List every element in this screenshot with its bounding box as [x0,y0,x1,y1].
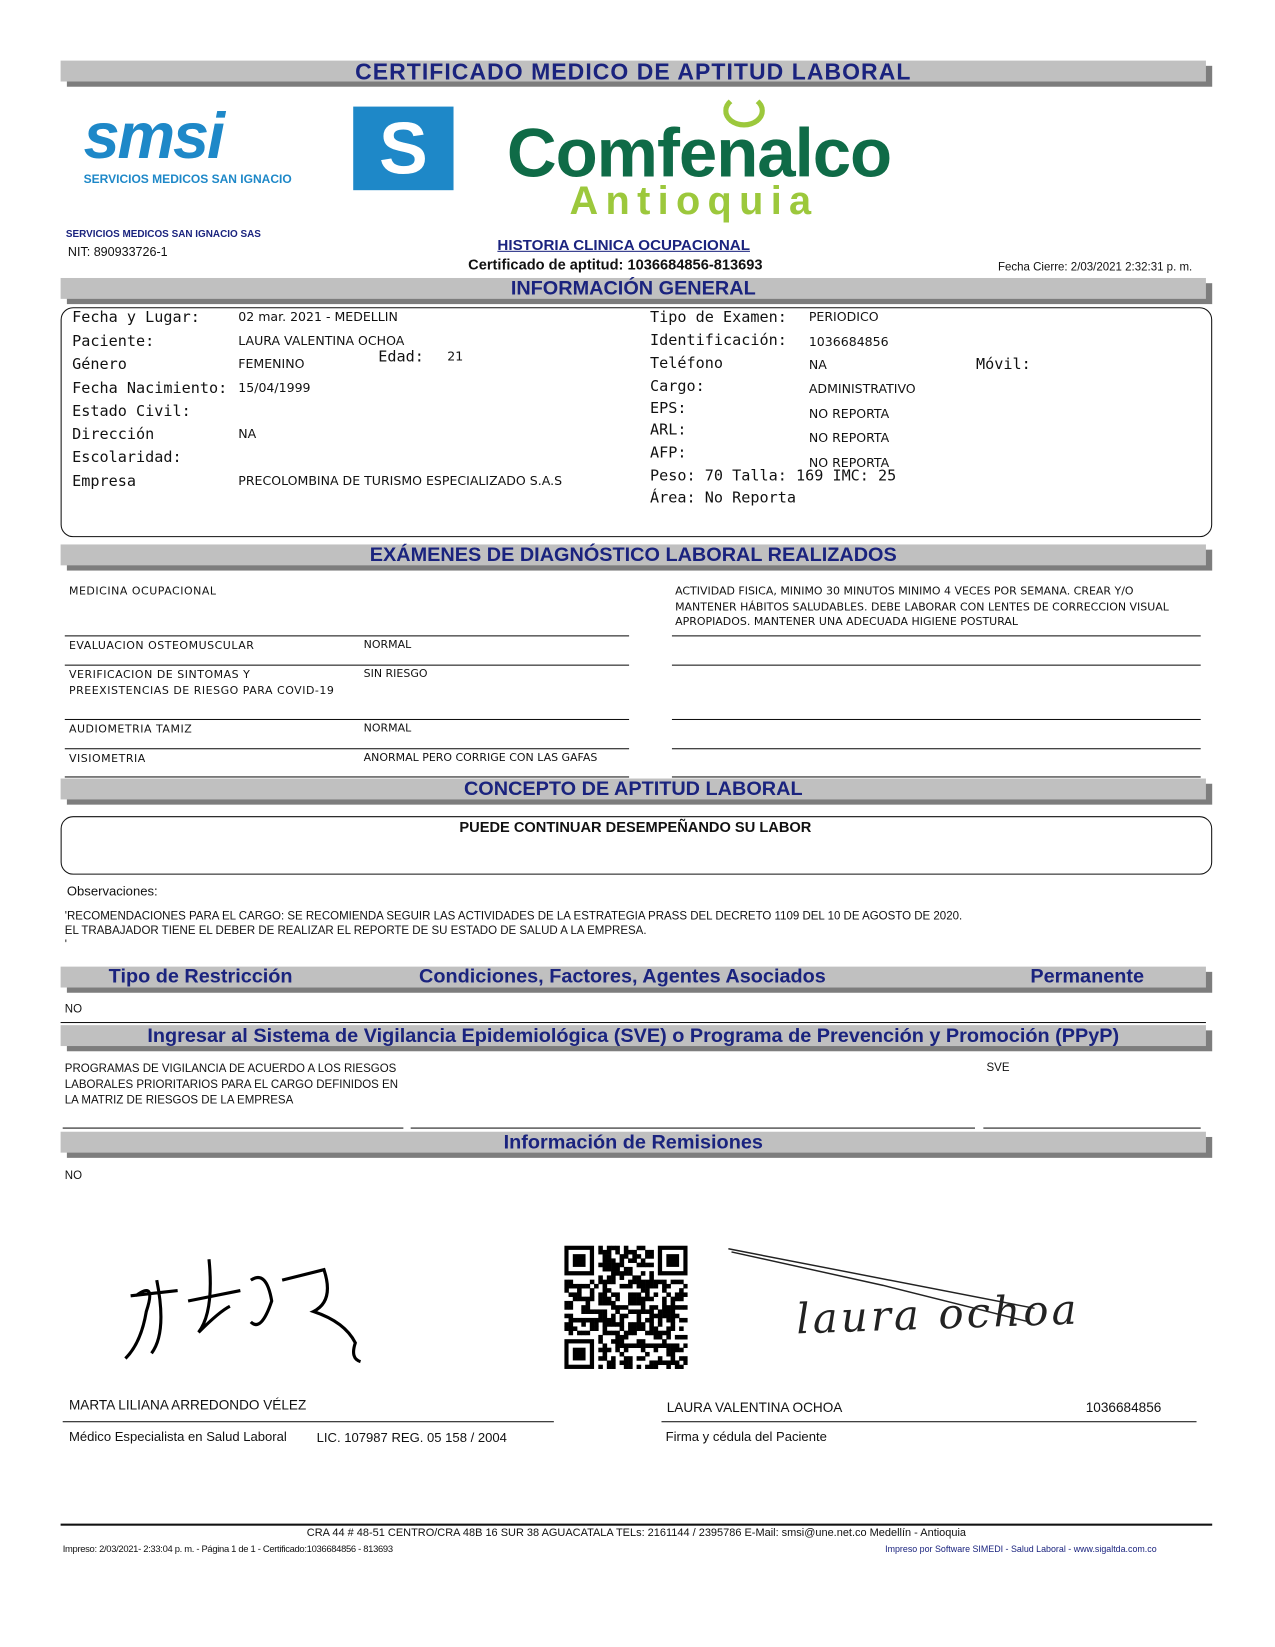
peso-talla-imc: Peso: 70 Talla: 169 IMC: 25 [649,468,897,485]
exam-recommendation: ACTIVIDAD FISICA, MINIMO 30 MINUTOS MINIMO 4 VECES POR SEMANA. CREAR Y/O MANTENER HÁBITOS SALUDABLES. DEBE LABORAR CON LENTES DE CORRECCION VISUAL APROPIADOS. MANTENER UNA ADECUADA HIGIENE POSTURAL [675,585,1169,629]
divider [672,776,1201,777]
col-condiciones: Condiciones, Factores, Agentes Asociados [419,965,826,988]
exam-name: VERIFICACION DE SINTOMAS Y PREEXISTENCIAS DE RIESGO PARA COVID-19 [68,668,335,698]
comfenalco-logo-sub: Antioquia [569,179,819,224]
general-value: ADMINISTRATIVO [808,381,916,397]
exam-name: VISIOMETRIA [68,752,146,765]
general-info-box [61,307,1213,537]
general-label: ARL: [649,422,687,439]
general-label: AFP: [649,445,687,462]
footer-address: CRA 44 # 48-51 CENTRO/CRA 48B 16 SUR 38 AGUACATALA TELs: 2161144 / 2395786 E-Mail: smsi@une.net.co Medellín - Antioquia [306,1526,967,1540]
divider [65,748,629,749]
edad-value: 21 [447,349,464,364]
general-value: 1036684856 [808,334,889,350]
general-value: PRECOLOMBINA DE TURISMO ESPECIALIZADO S.A.S [238,473,563,489]
divider [983,1128,1200,1129]
patient-signature-label: Firma y cédula del Paciente [665,1429,827,1445]
section-concepto: CONCEPTO DE APTITUD LABORAL [61,779,1206,800]
general-label: Teléfono [649,355,723,373]
movil-label: Móvil: [976,356,1031,374]
area: Área: No Reporta [649,490,796,507]
exam-result: NORMAL [363,638,412,652]
smsi-logo [83,100,292,187]
company-nit: NIT: 890933726-1 [67,244,168,260]
footer-divider [61,1524,1213,1526]
doctor-title: Médico Especialista en Salud Laboral [68,1429,287,1445]
general-value: NA [238,426,257,441]
exam-name: EVALUACION OSTEOMUSCULAR [68,639,255,653]
divider [672,635,1201,636]
exam-name: AUDIOMETRIA TAMIZ [68,723,193,736]
divider [672,748,1201,749]
general-label: Estado Civil: [72,403,191,421]
qr-code [564,1246,687,1369]
general-value: NO REPORTA [808,455,890,471]
historia-heading: HISTORIA CLINICA OCUPACIONAL [497,237,750,254]
comfenalco-logo-icon [723,94,765,127]
general-value: LAURA VALENTINA OCHOA [238,333,405,348]
footer-software: Impreso por Software SIMEDI - Salud Laboral - www.sigaltda.com.co [885,1543,1157,1554]
restriccion-value: NO [64,1003,83,1016]
general-label: Dirección [72,426,155,444]
observaciones-label: Observaciones: [66,884,158,899]
patient-name: LAURA VALENTINA OCHOA [666,1399,843,1415]
section-examenes: EXÁMENES DE DIAGNÓSTICO LABORAL REALIZADOS [61,544,1206,565]
concepto-value: PUEDE CONTINUAR DESEMPEÑANDO SU LABOR [459,818,812,835]
divider [411,1128,975,1129]
general-value: NO REPORTA [808,406,890,422]
doctor-signature [115,1249,376,1374]
general-label: Identificación: [649,332,787,350]
exam-result: SIN RIESGO [363,667,428,681]
comfenalco-logo: Comfenalco [506,113,892,192]
divider [672,665,1201,666]
general-label: Tipo de Examen: [649,309,787,327]
company-name: SERVICIOS MEDICOS SAN IGNACIO SAS [65,228,261,241]
divider [65,776,629,777]
document-title: CERTIFICADO MEDICO DE APTITUD LABORAL [61,61,1206,82]
divider [672,719,1201,720]
smsi-logo-text: smsi [83,100,223,173]
general-label: EPS: [649,400,687,417]
observaciones-line-1: 'RECOMENDACIONES PARA EL CARGO: SE RECOMIENDA SEGUIR LAS ACTIVIDADES DE LA ESTRATEGIA PRASS DEL DECRETO 1109 DEL 10 DE AGOSTO DE 2020. [64,910,963,923]
sve-text: PROGRAMAS DE VIGILANCIA DE ACUERDO A LOS RIESGOS LABORALES PRIORITARIOS PARA EL CARGO DEFINIDOS EN LA MATRIZ DE RIESGOS DE LA EMPRESA [64,1062,399,1107]
general-value: NA [808,357,827,373]
footer-printed: Impreso: 2/03/2021- 2:33:04 p. m. - Página 1 de 1 - Certificado:1036684856 - 813693 [62,1543,393,1554]
divider [65,719,629,720]
section-remisiones: Información de Remisiones [61,1132,1206,1153]
general-label: Fecha y Lugar: [72,309,200,327]
general-label: Empresa [72,473,136,491]
doctor-name: MARTA LILIANA ARREDONDO VÉLEZ [68,1397,307,1413]
doctor-license: LIC. 107987 REG. 05 158 / 2004 [316,1430,507,1446]
general-value: FEMENINO [238,356,305,371]
col-permanente: Permanente [1030,965,1145,988]
general-label: Género [72,356,127,374]
general-value: PERIODICO [808,309,879,324]
medicina-ocupacional-label: MEDICINA OCUPACIONAL [68,585,217,598]
section-informacion-general: INFORMACIÓN GENERAL [61,278,1206,299]
general-label: Cargo: [649,378,705,396]
edad-label: Edad: [378,349,424,366]
col-tipo-restriccion: Tipo de Restricción [108,965,293,988]
smsi-logo-mark: S [353,107,453,191]
divider [63,1128,404,1129]
exam-result: ANORMAL PERO CORRIGE CON LAS GAFAS [363,751,598,764]
general-label: Escolaridad: [72,449,182,467]
general-value: 15/04/1999 [238,380,311,396]
sve-type: SVE [986,1061,1010,1075]
general-label: Fecha Nacimiento: [72,380,228,398]
general-value: NO REPORTA [808,430,890,446]
divider [61,1022,1206,1023]
section-sve: Ingresar al Sistema de Vigilancia Epidemiológica (SVE) o Programa de Prevención y Promoción (PPyP) [61,1025,1206,1046]
certificado-number: Certificado de aptitud: 1036684856-813693 [468,256,763,273]
observaciones-line-3: ' [64,938,67,951]
smsi-logo-subtitle: SERVICIOS MEDICOS SAN IGNACIO [83,173,292,187]
remisiones-value: NO [64,1169,83,1182]
exam-result: NORMAL [363,722,412,735]
general-value: 02 mar. 2021 - MEDELLIN [238,309,398,324]
signature-line [63,1421,554,1422]
general-label: Paciente: [72,333,155,351]
observaciones-line-2: EL TRABAJADOR TIENE EL DEBER DE REALIZAR EL REPORTE DE SU ESTADO DE SALUD A LA EMPRESA. [64,924,647,938]
divider [65,665,629,666]
signature-line [661,1421,1196,1422]
divider [65,635,629,636]
patient-signature: laura ochoa [795,1285,1081,1344]
fecha-cierre: Fecha Cierre: 2/03/2021 2:32:31 p. m. [997,261,1193,274]
patient-id: 1036684856 [1085,1399,1162,1415]
